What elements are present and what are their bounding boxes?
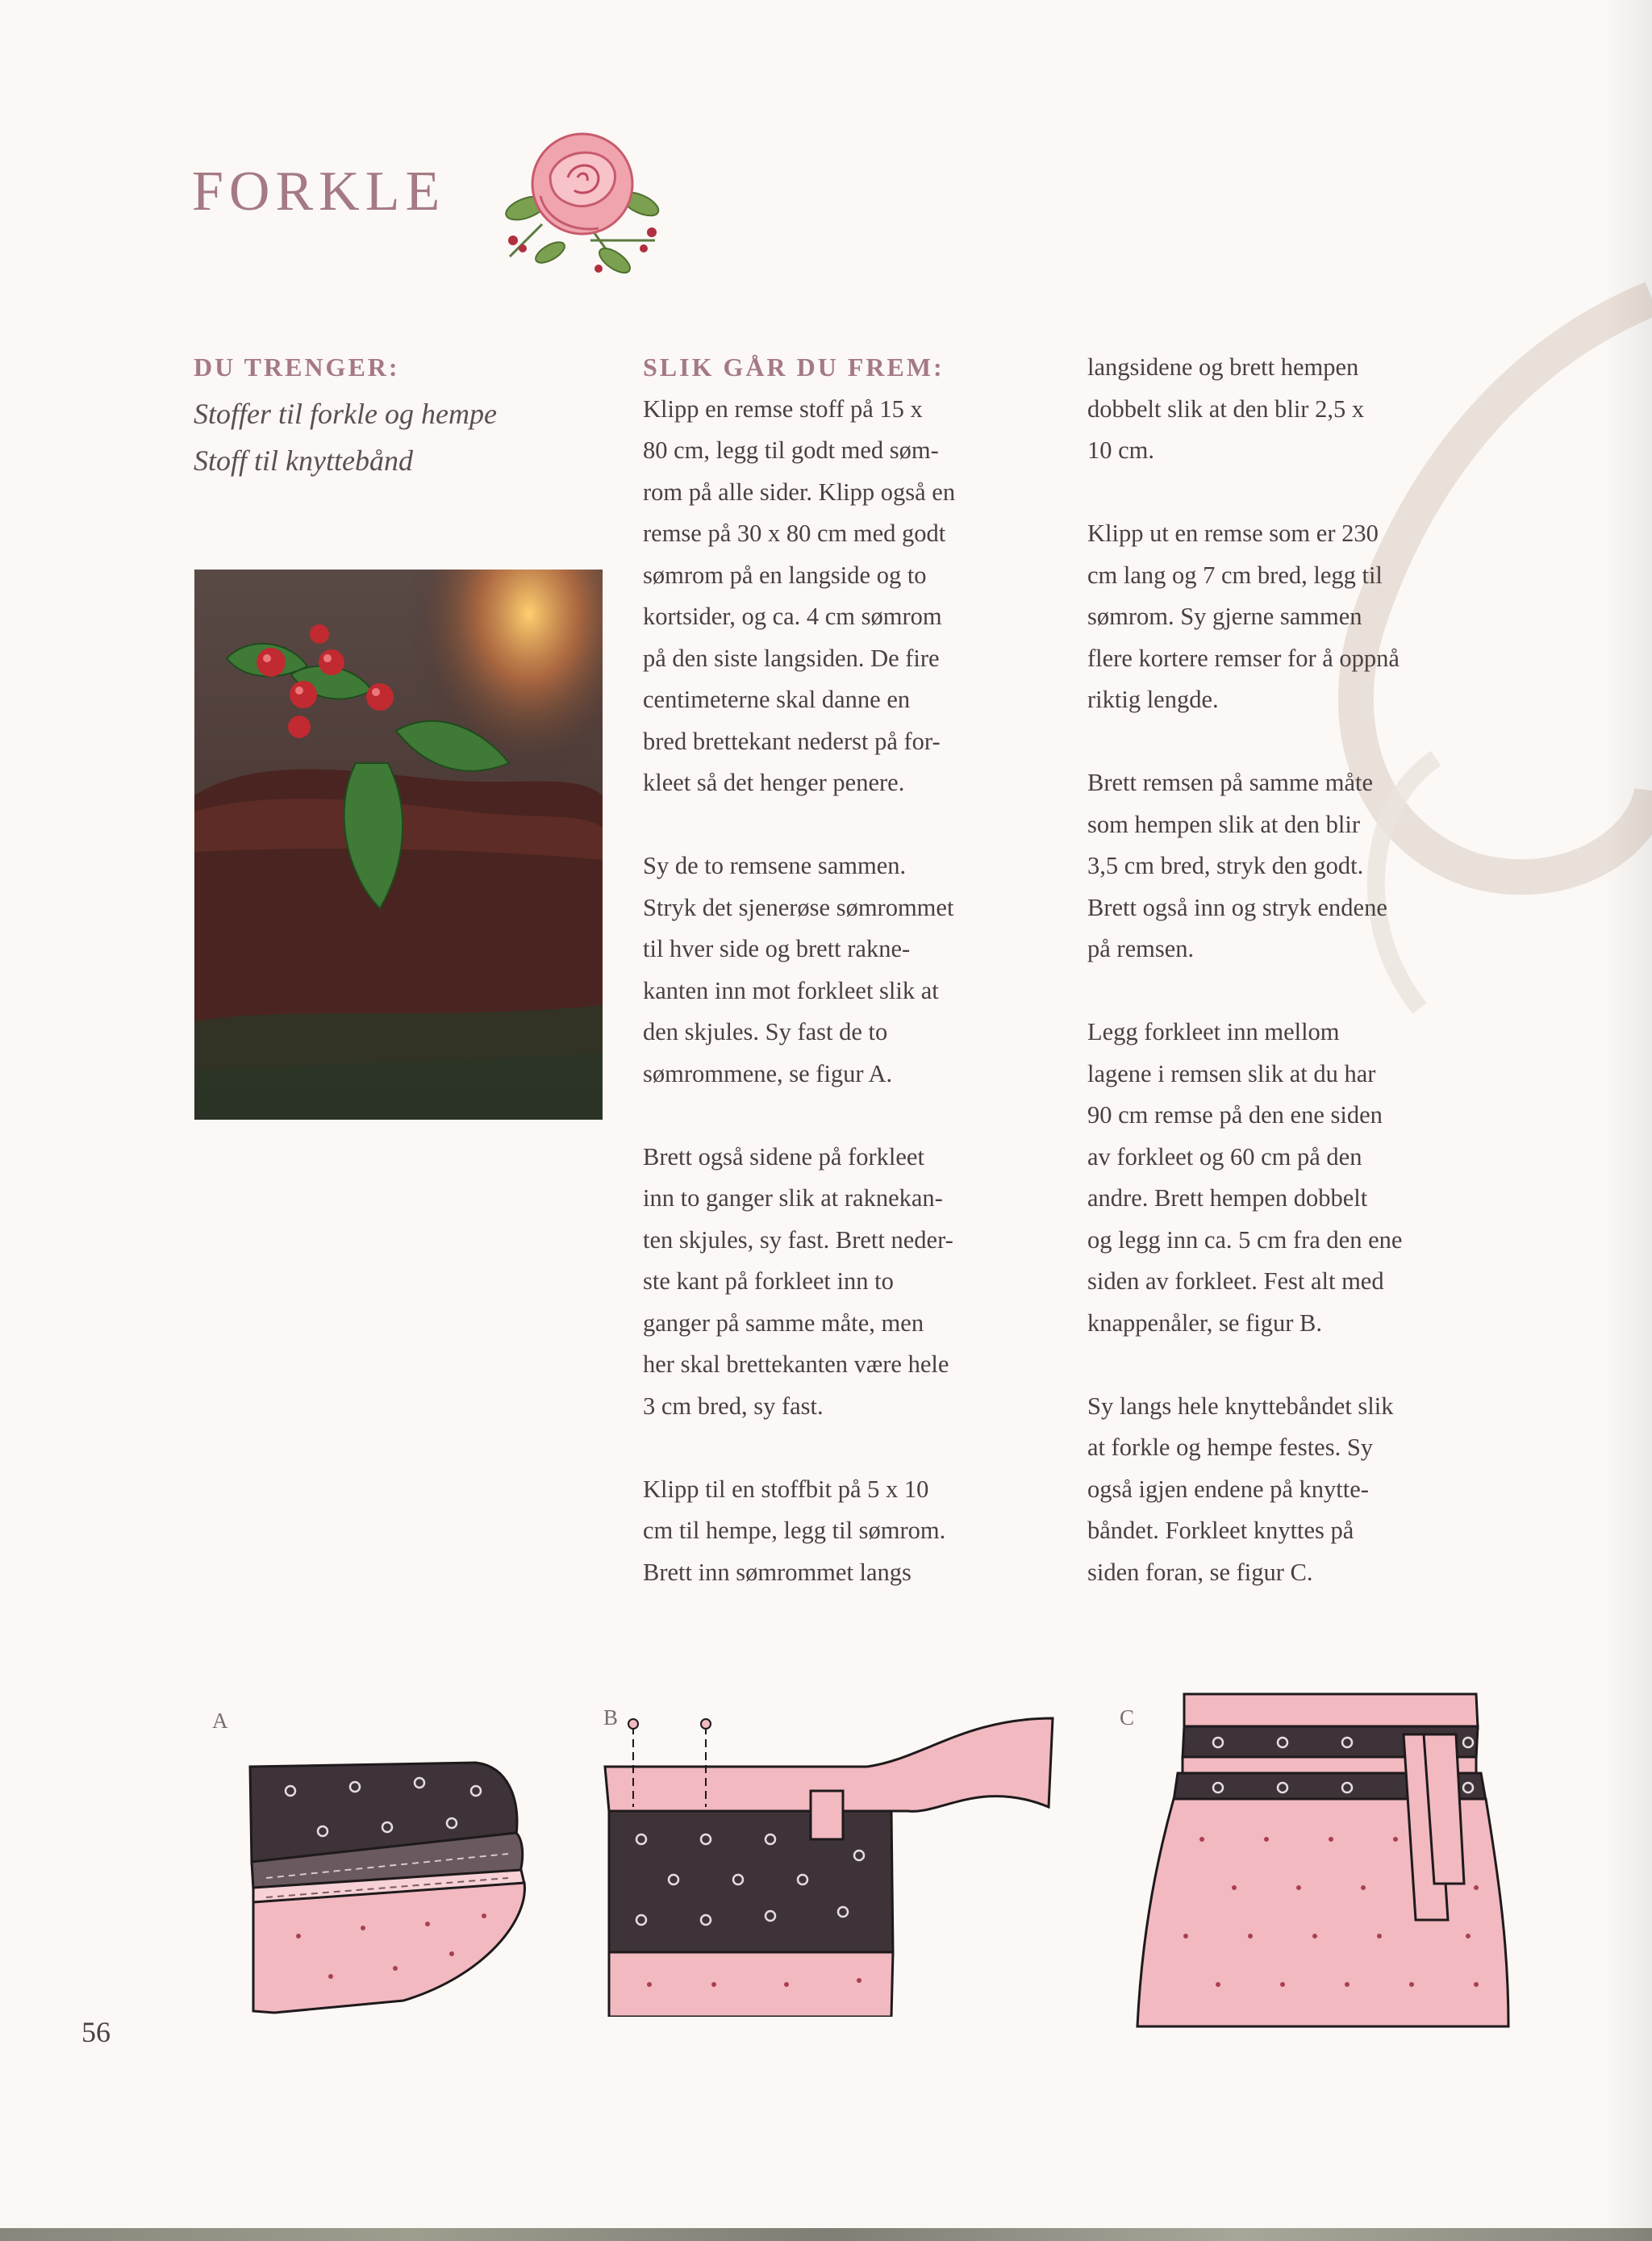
instruction-paragraph [1087, 1386, 1402, 1594]
text-line: til hver side og brett rakne- [643, 935, 911, 962]
text-line: her skal brettekanten være hele [643, 1350, 949, 1378]
text-line: langsidene og brett hempen [1087, 353, 1359, 381]
text-line: av forkleet og 60 cm på den [1087, 1142, 1362, 1171]
text-line: centimeterne skal danne en [643, 686, 911, 713]
text-line: Brett remsen på samme måte [1087, 769, 1374, 796]
page-title: FORKLE [192, 161, 446, 223]
materials-heading: DU TRENGER: [194, 353, 400, 382]
page-edge-shadow [1604, 0, 1652, 2241]
text-line: siden foran, se figur C. [1087, 1558, 1313, 1586]
materials-section [194, 347, 497, 486]
text-line: 3 cm bred, sy fast. [643, 1392, 824, 1420]
text-line: sømrom. Sy gjerne sammen [1087, 603, 1362, 630]
instruction-paragraph [1087, 513, 1402, 721]
instruction-paragraph [1087, 1012, 1402, 1344]
text-line: den skjules. Sy fast de to [643, 1018, 888, 1045]
text-line: og legg inn ca. 5 cm fra den ene [1087, 1225, 1403, 1254]
text-line: at forkle og hempe festes. Sy [1087, 1433, 1374, 1461]
instructions-column-2 [1087, 347, 1402, 1635]
holly-cake-photo [194, 570, 603, 1120]
text-line: flere kortere remser for å oppnå [1087, 644, 1400, 672]
text-line: som hempen slik at den blir [1087, 810, 1360, 838]
rose-illustration [494, 119, 671, 281]
figure-a-illustration [242, 1742, 532, 2025]
text-line: 80 cm, legg til godt med søm- [643, 436, 939, 464]
text-line: rom på alle sider. Klipp også en [643, 478, 956, 506]
text-line: 10 cm. [1087, 436, 1155, 464]
text-line: Klipp ut en remse som er 230 [1087, 520, 1379, 547]
text-line: Klipp en remse stoff på 15 x [643, 394, 923, 423]
page-number: 56 [81, 2016, 111, 2048]
materials-item: Stoff til knyttebånd [194, 444, 413, 477]
text-line: også igjen endene på knytte- [1087, 1475, 1369, 1503]
text-line: Sy langs hele knyttebåndet slik [1087, 1392, 1394, 1420]
text-line: inn to ganger slik at raknekan- [643, 1184, 943, 1212]
text-line: sømrom på en langside og to [643, 561, 927, 589]
text-line: ganger på samme måte, men [643, 1308, 924, 1337]
instruction-paragraph [643, 1137, 955, 1428]
text-line: 90 cm remse på den ene siden [1087, 1101, 1383, 1129]
text-line: kortsider, og ca. 4 cm sømrom [643, 603, 942, 630]
text-line: sømrommene, se figur A. [643, 1059, 893, 1087]
text-line: cm til hempe, legg til sømrom. [643, 1517, 946, 1544]
figure-a-label: A [212, 1709, 228, 1733]
figure-c-label: C [1120, 1705, 1135, 1730]
text-line: cm lang og 7 cm bred, legg til [1087, 561, 1383, 589]
figure-b-illustration [601, 1710, 1061, 2017]
text-line: på remsen. [1087, 935, 1195, 962]
text-line: Legg forkleet inn mellom [1087, 1018, 1340, 1045]
figure-b-label: B [603, 1705, 619, 1730]
text-line: Brett også sidene på forkleet [643, 1142, 924, 1171]
text-line: dobbelt slik at den blir 2,5 x [1087, 394, 1365, 423]
bottom-scan-strip [0, 2228, 1652, 2241]
text-line: ten skjules, sy fast. Brett neder- [643, 1225, 953, 1254]
text-line: remse på 30 x 80 cm med godt [643, 520, 946, 547]
text-line: riktig lengde. [1087, 686, 1219, 713]
text-line: 3,5 cm bred, stryk den godt. [1087, 852, 1364, 879]
text-line: Stryk det sjenerøse sømrommet [643, 893, 954, 921]
text-line: Sy de to remsene sammen. [643, 852, 907, 879]
text-line: på den siste langsiden. De fire [643, 644, 940, 672]
text-line: andre. Brett hempen dobbelt [1087, 1184, 1368, 1212]
instructions-column-1 [643, 347, 955, 1635]
text-line: lagene i remsen slik at du har [1087, 1059, 1376, 1087]
text-line: Brett inn sømrommet langs [643, 1558, 912, 1586]
instruction-paragraph [643, 389, 955, 804]
instructions-heading: SLIK GÅR DU FREM: [643, 353, 945, 382]
instruction-paragraph [1087, 347, 1402, 472]
text-line: bred brettekant nederst på for- [643, 727, 941, 755]
text-line: kanten inn mot forkleet slik at [643, 976, 939, 1004]
text-line: Klipp til en stoffbit på 5 x 10 [643, 1475, 929, 1503]
text-line: båndet. Forkleet knyttes på [1087, 1517, 1354, 1544]
instruction-paragraph [1087, 762, 1402, 970]
instruction-paragraph [643, 845, 955, 1095]
text-line: siden av forkleet. Fest alt med [1087, 1267, 1384, 1295]
text-line: knappenåler, se figur B. [1087, 1308, 1322, 1337]
text-line: kleet så det henger penere. [643, 769, 905, 796]
text-line: ste kant på forkleet inn to [643, 1267, 894, 1295]
figure-c-illustration [1129, 1678, 1533, 2033]
materials-item: Stoffer til forkle og hempe [194, 397, 497, 430]
instruction-paragraph [643, 1469, 955, 1594]
text-line: Brett også inn og stryk endene [1087, 893, 1387, 921]
